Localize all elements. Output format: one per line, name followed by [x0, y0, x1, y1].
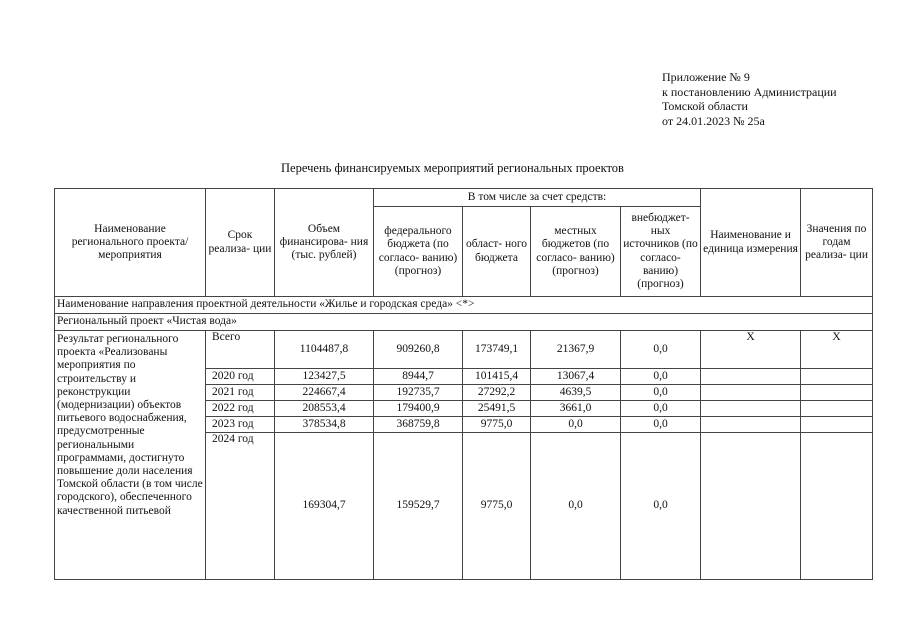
empty-cell	[701, 385, 801, 401]
extra-cell: 0,0	[621, 331, 701, 369]
extra-cell: 0,0	[621, 385, 701, 401]
local-cell: 21367,9	[531, 331, 621, 369]
document-title: Перечень финансируемых мероприятий региональных проектов	[281, 161, 624, 175]
local-cell: 4639,5	[531, 385, 621, 401]
regional-cell: 173749,1	[463, 331, 531, 369]
header-term: Срок реализа- ции	[206, 189, 275, 297]
financing-table	[54, 188, 873, 580]
regional-cell: 101415,4	[463, 369, 531, 385]
term-cell: 2024 год	[206, 433, 275, 580]
federal-cell: 192735,7	[374, 385, 463, 401]
term-cell: Всего	[206, 331, 275, 369]
volume-cell: 123427,5	[275, 369, 374, 385]
term-cell: 2021 год	[206, 385, 275, 401]
term-cell: 2023 год	[206, 417, 275, 433]
volume-cell: 1104487,8	[275, 331, 374, 369]
extra-cell: 0,0	[621, 369, 701, 385]
federal-cell: 8944,7	[374, 369, 463, 385]
project-row: Региональный проект «Чистая вода»	[55, 314, 873, 331]
term-cell: 2022 год	[206, 401, 275, 417]
regional-cell: 9775,0	[463, 433, 531, 580]
header-regional: област- ного бюджета	[463, 207, 531, 297]
result-name-cell: Результат регионального проекта «Реализованы мероприятия по строительству и реконструкции (модернизации) объектов питьевого водоснабжения, предусмотренные региональными программами, достигнуто повышение доли населения Томской области (в том числе городского), обеспеченного качественной питьевой	[55, 331, 206, 580]
empty-cell	[801, 369, 873, 385]
local-cell: 13067,4	[531, 369, 621, 385]
volume-cell: 169304,7	[275, 433, 374, 580]
volume-cell: 378534,8	[275, 417, 374, 433]
appendix-line: от 24.01.2023 № 25а	[662, 113, 765, 128]
empty-cell	[701, 369, 801, 385]
empty-cell	[801, 433, 873, 580]
empty-cell	[701, 401, 801, 417]
header-volume: Объем финансирова- ния (тыс. рублей)	[275, 189, 374, 297]
appendix-line: к постановлению Администрации	[662, 84, 837, 99]
term-cell: 2020 год	[206, 369, 275, 385]
appendix-block	[662, 70, 837, 128]
regional-cell: 25491,5	[463, 401, 531, 417]
federal-cell: 159529,7	[374, 433, 463, 580]
extra-cell: 0,0	[621, 433, 701, 580]
header-indicator: Наименование и единица измерения	[701, 189, 801, 297]
empty-cell	[801, 401, 873, 417]
volume-cell: 208553,4	[275, 401, 374, 417]
federal-cell: 909260,8	[374, 331, 463, 369]
local-cell: 0,0	[531, 433, 621, 580]
header-values: Значения по годам реализа- ции	[801, 189, 873, 297]
header-extra: внебюджет- ных источников (по согласо- ванию) (прогноз)	[621, 207, 701, 297]
values-x-cell: X	[801, 331, 873, 369]
empty-cell	[801, 417, 873, 433]
regional-cell: 27292,2	[463, 385, 531, 401]
header-including: В том числе за счет средств:	[374, 189, 701, 207]
header-local: местных бюджетов (по согласо- ванию) (прогноз)	[531, 207, 621, 297]
regional-cell: 9775,0	[463, 417, 531, 433]
direction-row: Наименование направления проектной деятельности «Жилье и городская среда» <*>	[55, 297, 873, 314]
volume-cell: 224667,4	[275, 385, 374, 401]
federal-cell: 179400,9	[374, 401, 463, 417]
local-cell: 3661,0	[531, 401, 621, 417]
empty-cell	[801, 385, 873, 401]
extra-cell: 0,0	[621, 417, 701, 433]
appendix-line: Приложение № 9	[662, 70, 750, 84]
header-name: Наименование регионального проекта/ мероприятия	[55, 189, 206, 297]
local-cell: 0,0	[531, 417, 621, 433]
empty-cell	[701, 433, 801, 580]
appendix-line: Томской области	[662, 99, 748, 114]
header-federal: федерального бюджета (по согласо- ванию) (прогноз)	[374, 207, 463, 297]
indicator-x-cell: X	[701, 331, 801, 369]
federal-cell: 368759,8	[374, 417, 463, 433]
empty-cell	[701, 417, 801, 433]
extra-cell: 0,0	[621, 401, 701, 417]
